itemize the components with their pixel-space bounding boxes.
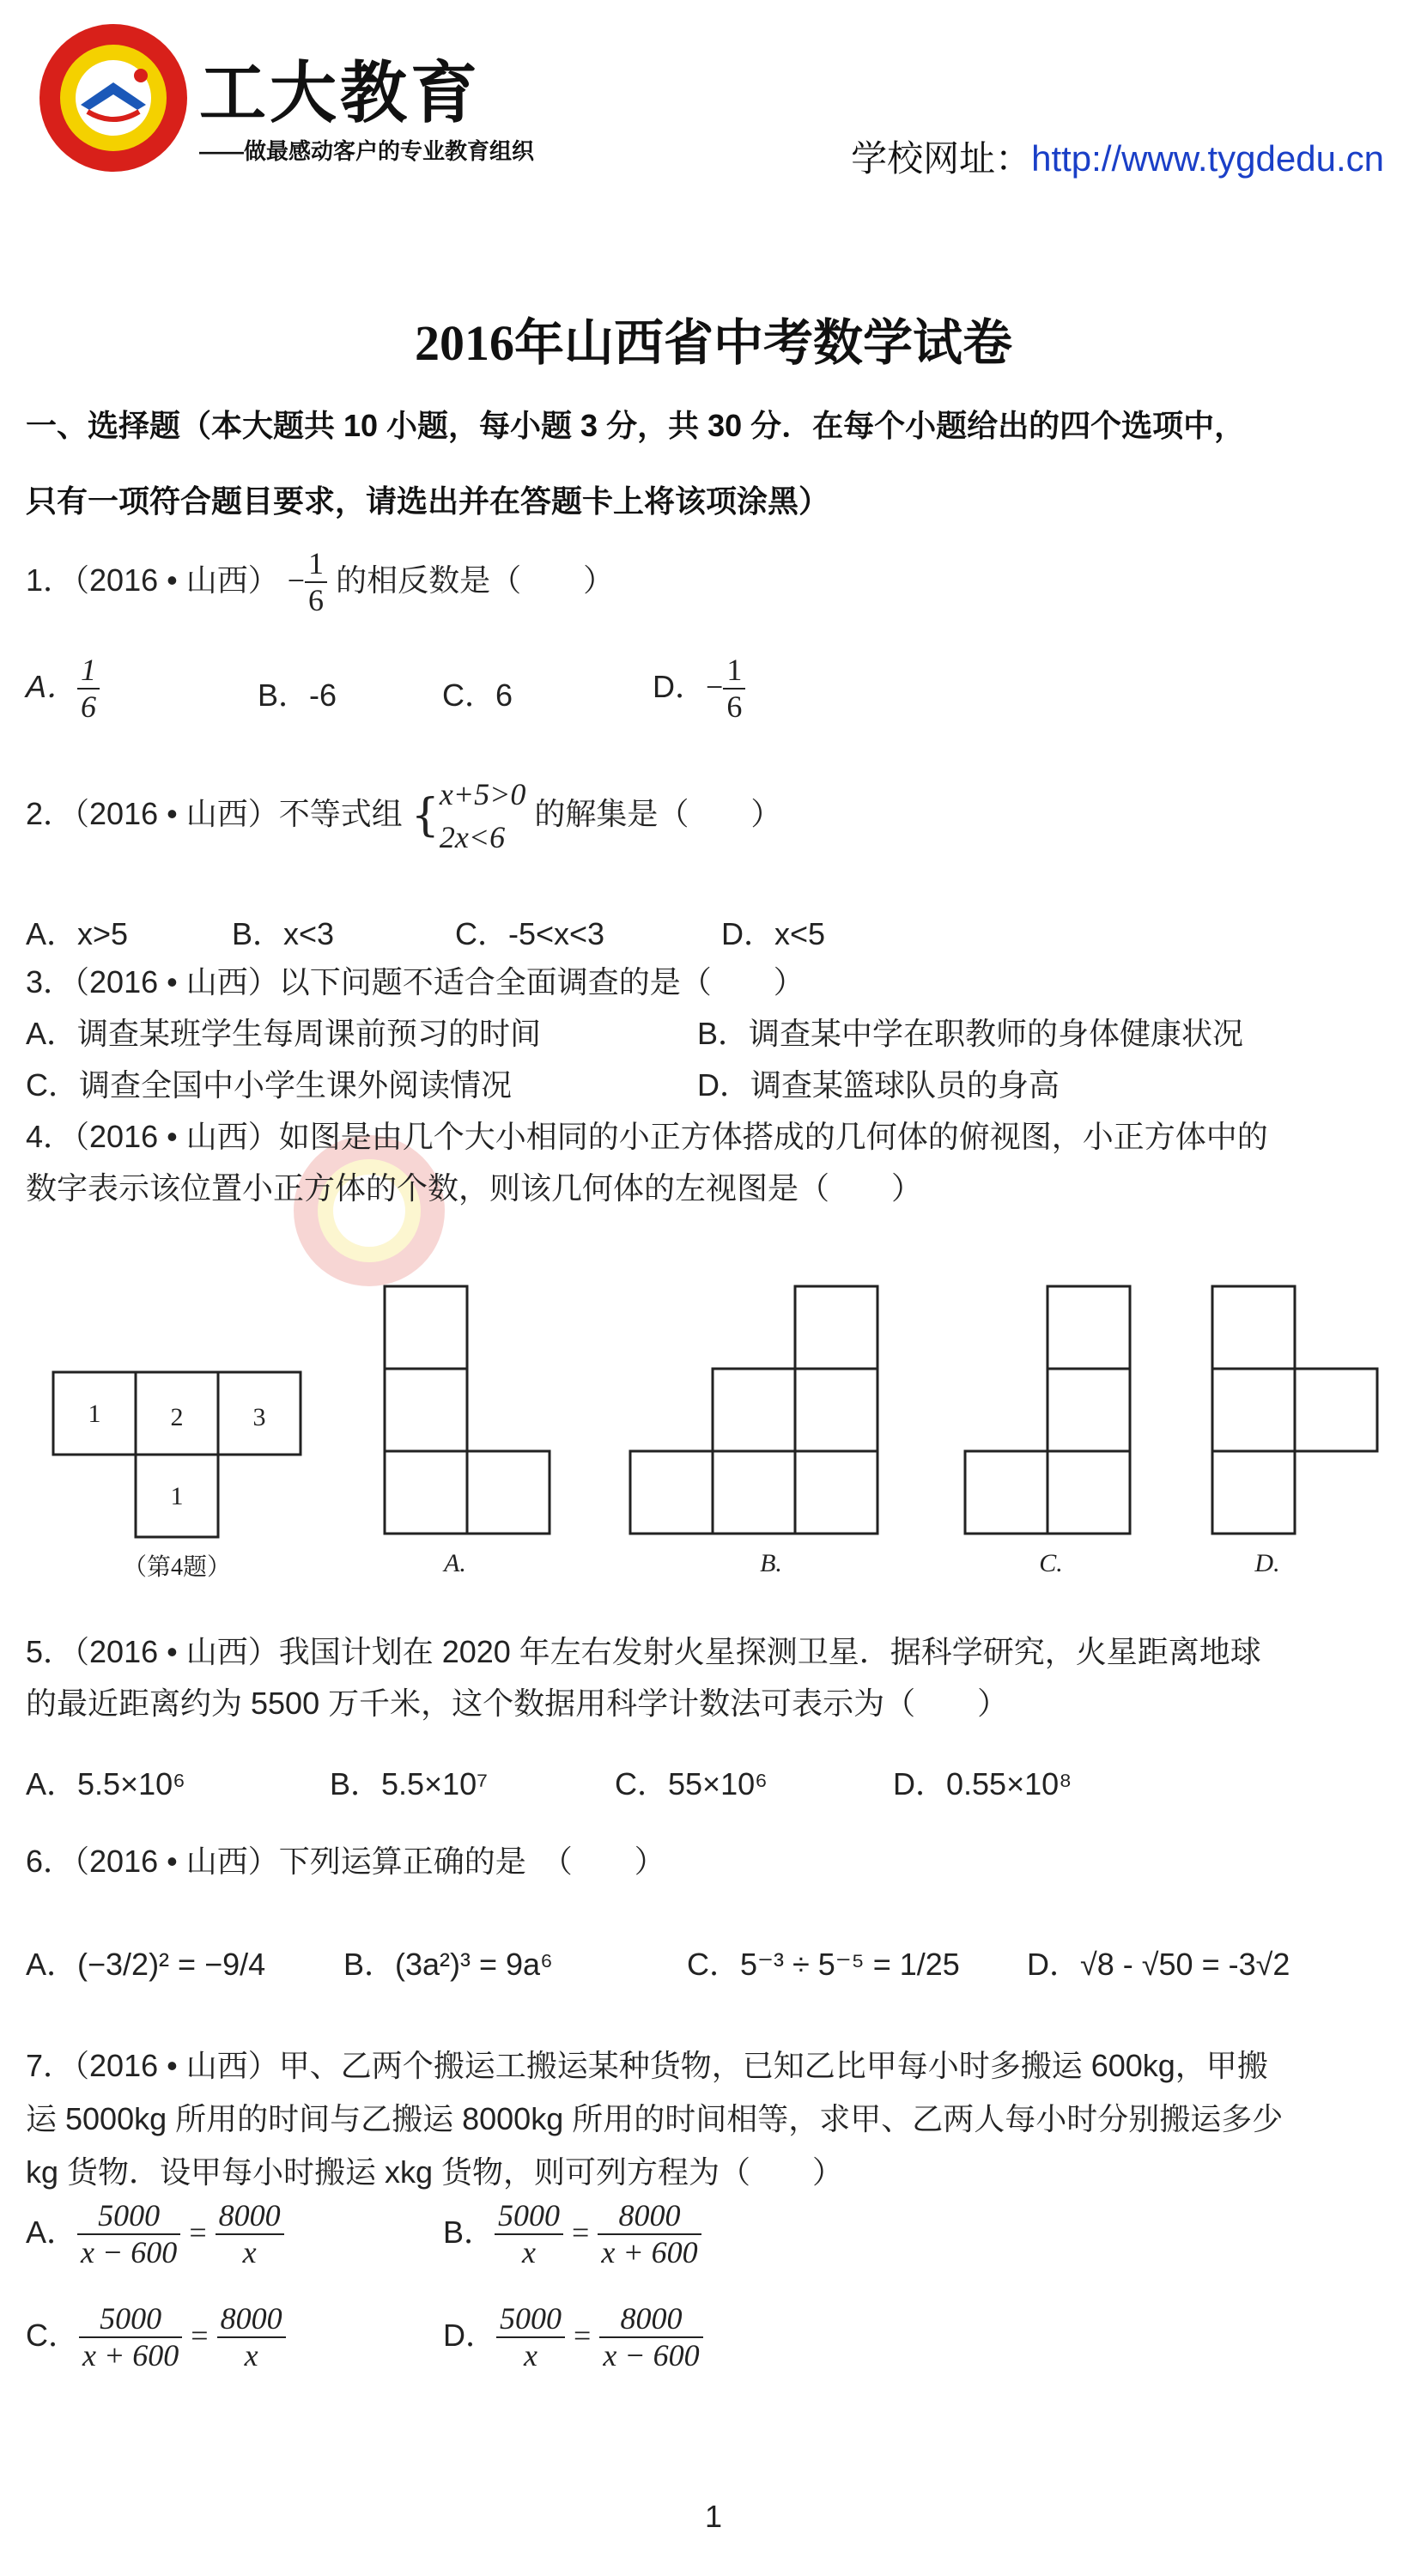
q1-option-d[interactable]: D．− $\frac{1}{6}$ xyxy=(653,653,745,726)
q5-option-c[interactable]: C．55×10⁶ xyxy=(615,1766,768,1801)
q5-option-d[interactable]: D．0.55×10⁸ xyxy=(893,1766,1072,1801)
exam-title: 2016年山西省中考数学试卷 xyxy=(414,315,1012,371)
question-7-line1: 7．（2016 • 山西）甲、乙两个搬运工搬运某种货物，已知乙比甲每小时多搬运 600kg，甲搬 xyxy=(26,2048,1268,2083)
q4-option-d-figure[interactable] xyxy=(1212,1286,1377,1577)
question-6: 6．（2016 • 山西）下列运算正确的是 （ ） xyxy=(26,1844,665,1879)
q2-option-d[interactable]: D．x<5 xyxy=(721,916,826,951)
q4-label-a: A. xyxy=(444,1549,466,1577)
q1-option-a[interactable]: A． $\frac{1}{6}$ xyxy=(26,653,100,726)
q6-option-b[interactable]: B．(3a²)³ = 9a⁶ xyxy=(343,1947,553,1982)
q1-option-c[interactable]: C．6 xyxy=(442,677,513,713)
q2-option-b[interactable]: B．x<3 xyxy=(232,916,335,951)
q4-figures xyxy=(26,1271,1408,1597)
section-heading-line2: 只有一项符合题目要求，请选出并在答题卡上将该项涂黑） xyxy=(26,483,830,519)
question-1: 1．（2016 • 山西） − $\frac{1}{6}$ 的相反数是（ ） xyxy=(26,546,615,618)
question-7-line2: 运 5000kg 所用的时间与乙搬运 8000kg 所用的时间相等，求甲、乙两人每小时分别搬运多少 xyxy=(26,2101,1284,2136)
brand-slogan: ——做最感动客户的专业教育组织 xyxy=(199,138,535,164)
page-number: 1 xyxy=(704,2499,723,2534)
q4-cell-1: 1 xyxy=(88,1400,101,1428)
q3-option-d[interactable]: D．调查某篮球队员的身高 xyxy=(697,1067,1060,1103)
q3-option-b[interactable]: B．调查某中学在职教师的身体健康状况 xyxy=(697,1016,1244,1051)
q2-inequality-system: x+5>0 2x<6 xyxy=(439,777,526,855)
section-heading-line1: 一、选择题（本大题共 10 小题，每小题 3 分，共 30 分．在每个小题给出的四个选项中， xyxy=(26,408,1246,443)
q1-option-b[interactable]: B．-6 xyxy=(258,677,337,713)
q4-label-c: C. xyxy=(1039,1549,1063,1577)
q6-option-d[interactable]: D．√8 - √50 = -3√2 xyxy=(1027,1947,1290,1982)
q5-option-b[interactable]: B．5.5×10⁷ xyxy=(330,1766,489,1801)
q4-caption: （第4题） xyxy=(122,1554,232,1581)
q4-top-view xyxy=(53,1372,301,1581)
q6-option-a[interactable]: A．(−3/2)² = −9/4 xyxy=(26,1947,266,1982)
q1-tail: 的相反数是（ ） xyxy=(336,562,615,598)
q7-option-a[interactable]: A． $\frac{5000}{x - 600}$ = $\frac{8000}{x}$ xyxy=(26,2198,284,2271)
q4-cell-4: 1 xyxy=(170,1482,184,1510)
q7-option-d[interactable]: D． $\frac{5000}{x}$ = $\frac{8000}{x - 600}$ xyxy=(443,2301,703,2374)
q4-option-b-figure[interactable] xyxy=(630,1286,877,1577)
q1-stem: 1．（2016 • 山西） xyxy=(26,562,279,598)
q5-option-a[interactable]: A．5.5×10⁶ xyxy=(26,1766,185,1801)
q4-option-c-figure[interactable] xyxy=(965,1286,1130,1577)
question-4-line1: 4．（2016 • 山西）如图是由几个大小相同的小正方体搭成的几何体的俯视图，小正方体中的 xyxy=(26,1119,1268,1154)
q4-cell-3: 3 xyxy=(252,1403,266,1431)
brand-name: 工大教育 xyxy=(199,55,482,132)
q7-option-c[interactable]: C． $\frac{5000}{x + 600}$ = $\frac{8000}{x}$ xyxy=(26,2301,286,2374)
site-label: 学校网址： xyxy=(851,138,1032,179)
q2-option-a[interactable]: A．x>5 xyxy=(26,916,129,951)
q4-label-b: B. xyxy=(760,1549,782,1577)
question-4-line2: 数字表示该位置小正方体的个数，则该几何体的左视图是（ ） xyxy=(26,1170,923,1206)
q4-label-d: D. xyxy=(1254,1549,1280,1577)
q6-option-c[interactable]: C．5⁻³ ÷ 5⁻⁵ = 1/25 xyxy=(687,1947,960,1982)
q7-option-b[interactable]: B． $\frac{5000}{x}$ = $\frac{8000}{x + 600}$ xyxy=(443,2198,701,2271)
q1-fraction: $\frac{1}{6}$ xyxy=(305,546,327,619)
school-website xyxy=(851,131,1384,182)
question-5-line2: 的最近距离约为 5500 万千米，这个数据用科学计数法可表示为（ ） xyxy=(26,1686,1009,1721)
question-2: 2．（2016 • 山西）不等式组 { x+5>0 2x<6 的解集是（ ） xyxy=(26,773,781,860)
site-url-link[interactable]: http://www.tygdedu.cn xyxy=(1031,138,1384,179)
school-logo xyxy=(38,22,189,173)
question-7-line3: kg 货物．设甲每小时搬运 xkg 货物，则可列方程为（ ） xyxy=(26,2154,844,2190)
q2-option-c[interactable]: C．-5<x<3 xyxy=(455,916,605,951)
q3-option-a[interactable]: A．调查某班学生每周课前预习的时间 xyxy=(26,1016,542,1051)
q3-option-c[interactable]: C．调查全国中小学生课外阅读情况 xyxy=(26,1067,512,1103)
question-3: 3．（2016 • 山西）以下问题不适合全面调查的是（ ） xyxy=(26,964,805,999)
question-5-line1: 5．（2016 • 山西）我国计划在 2020 年左右发射火星探测卫星．据科学研究，火星距离地球 xyxy=(26,1634,1261,1669)
q2-stem: 2．（2016 • 山西）不等式组 xyxy=(26,795,403,831)
q4-cell-2: 2 xyxy=(170,1403,184,1431)
q2-tail: 的解集是（ ） xyxy=(534,795,782,831)
q4-option-a-figure[interactable] xyxy=(385,1286,550,1577)
